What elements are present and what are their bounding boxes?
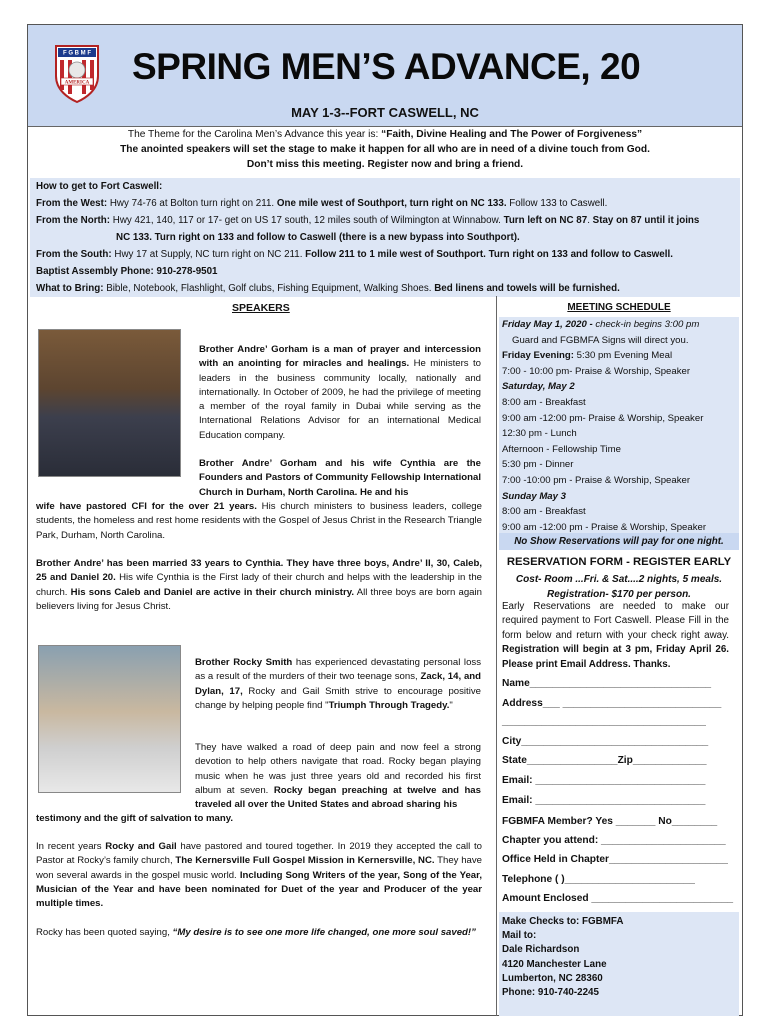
reservation-title: RESERVATION FORM - REGISTER EARLY <box>506 556 732 568</box>
schedule-item: 7:00 - 10:00 pm- Praise & Worship, Speaker <box>502 365 691 377</box>
intro-block <box>28 128 742 172</box>
state-zip-field[interactable]: State________________Zip_____________ <box>502 755 707 766</box>
no-show-note: No Show Reservations will pay for one night. <box>499 533 739 550</box>
mail-street: 4120 Manchester Lane <box>502 958 607 970</box>
column-divider <box>496 296 497 1016</box>
smith-bio-2: They have walked a road of deep pain and now feel a strong devotion to help others navigate that road. Rocky began playing music when he was just three years old and recorded his first album at seven. Rocky began preaching at twelve and has traveled all over the United States and abroad sharing his <box>195 742 481 811</box>
chapter-field[interactable]: Chapter you attend: ______________________ <box>502 835 726 846</box>
directions-south: From the South: Hwy 17 at Supply, NC turn right on NC 211. Follow 211 to 1 mile west of Southport. Turn right on 133 and follow to Caswell. <box>36 249 673 260</box>
name-field[interactable]: Name________________________________ <box>502 678 712 689</box>
schedule-item: 7:00 -10:00 pm - Praise & Worship, Speaker <box>502 474 691 486</box>
smith-bio-2b: testimony and the gift of salvation to many. <box>36 813 234 824</box>
mail-name: Dale Richardson <box>502 944 580 956</box>
schedule-item: 8:00 am - Breakfast <box>502 506 586 518</box>
event-date-location: MAY 1-3--FORT CASWELL, NC <box>291 105 479 120</box>
checks-payable: Make Checks to: FGBMFA <box>502 916 624 927</box>
member-field[interactable]: FGBMFA Member? Yes _______ No________ <box>502 816 718 827</box>
schedule-list <box>499 317 739 535</box>
schedule-item: 5:30 pm - Dinner <box>502 459 574 471</box>
smith-bio-1: Brother Rocky Smith has experienced devastating personal loss as a result of the murders of their two teenage sons, Zack, 14, and Dylan, 17, Rocky and Gail Smith strive to encourage positive change by helping people find "Triumph Through Tragedy." <box>195 657 481 711</box>
email-field-2[interactable]: Email: ______________________________ <box>502 795 706 806</box>
gorham-bio-2: Brother Andre’ Gorham and his wife Cynthia are the Founders and Pastors of Community Fellowship International Church in Durham, North Carolina. He and his <box>199 458 481 498</box>
cost-line: Cost- Room ...Fri. & Sat....2 nights, 5 meals. <box>515 574 723 585</box>
schedule-item: Friday May 1, 2020 - check-in begins 3:00 pm <box>502 319 700 330</box>
email-field-1[interactable]: Email: ______________________________ <box>502 775 706 786</box>
city-field[interactable]: City_________________________________ <box>502 736 709 747</box>
smith-quote: Rocky has been quoted saying, “My desire is to see one more life changed, one more soul saved!” <box>36 927 476 938</box>
page-title: SPRING MEN’S ADVANCE, 20 <box>132 46 641 87</box>
registration-line: Registration- $170 per person. <box>547 589 691 600</box>
schedule-item: Afternoon - Fellowship Time <box>502 443 621 455</box>
theme-text: “Faith, Divine Healing and The Power of Forgiveness” <box>381 129 643 140</box>
gorham-photo <box>38 329 181 477</box>
theme-label: The Theme for the Carolina Men’s Advance this year is: <box>127 129 382 140</box>
register-line: Don’t miss this meeting. Register now and bring a friend. <box>246 158 524 170</box>
address-field[interactable]: Address___ ____________________________ <box>502 698 722 709</box>
schedule-item: Saturday, May 2 <box>502 381 575 393</box>
directions-north: From the North: Hwy 421, 140, 117 or 17- get on US 17 south, 12 miles south of Wilmington at Winnabow. Turn left on NC 87. Stay on 87 until it joins <box>36 215 700 226</box>
baptist-phone: Baptist Assembly Phone: 910-278-9501 <box>36 266 218 277</box>
svg-text:AMERICA: AMERICA <box>64 80 90 86</box>
directions-west: From the West: Hwy 74-76 at Bolton turn right on 211. One mile west of Southport, turn right on NC 133. Follow 133 to Caswell. <box>36 198 608 209</box>
address-field-2[interactable]: ____________________________________ <box>502 716 706 727</box>
mail-to-label: Mail to: <box>502 930 537 942</box>
schedule-item: 9:00 am -12:00 pm - Praise & Worship, Speaker <box>502 521 707 533</box>
schedule-item: 8:00 am - Breakfast <box>502 396 586 408</box>
fgbmf-logo <box>52 42 102 104</box>
reservation-cost <box>499 572 739 602</box>
schedule-item: 12:30 pm - Lunch <box>502 428 577 440</box>
mail-phone: Phone: 910-740-2245 <box>502 987 599 999</box>
smith-bio-3: In recent years Rocky and Gail have pastored and toured together. In 2019 they accepted the call to Pastor at Rocky’s family church, The Kernersville Full Gospel Mission in Kernersville, NC. They have won several awards in the gospel music world. Including Song Writers of the year, Song of the Year, Musician of the Year and have been nominated for Duet of the year and Producer of the year multiple times. <box>36 841 483 910</box>
speakers-heading: SPEAKERS <box>232 302 290 314</box>
reservation-body: Early Reservations are needed to make our required payment to Fort Caswell. Please Fill in the form below and return with your check right away. Registration will begin at 3 pm, Friday April 26. Please print Email Address. Thanks. <box>502 601 729 670</box>
schedule-item: 9:00 am -12:00 pm- Praise & Worship, Speaker <box>502 412 704 424</box>
anointed-line: The anointed speakers will set the stage to make it happen for all who are in need of a divine touch from God. <box>120 143 650 155</box>
amount-field[interactable]: Amount Enclosed _________________________ <box>502 893 734 904</box>
schedule-title: MEETING SCHEDULE <box>567 302 671 313</box>
mailing-info <box>499 912 739 1016</box>
schedule-item: Friday Evening: 5:30 pm Evening Meal <box>502 350 673 362</box>
telephone-field[interactable]: Telephone ( )_______________________ <box>502 874 695 885</box>
gorham-bio-3: Brother Andre’ has been married 33 years to Cynthia. They have three boys, Andre’ II, 30, Caleb, 25 and Daniel 20. His wife Cynthia is the First lady of their church and helps with the leadership in the church. His sons Caleb and Daniel are active in their church ministry. All three boys are born again believers living for Jesus Christ. <box>36 558 482 612</box>
what-to-bring: What to Bring: Bible, Notebook, Flashlight, Golf clubs, Fishing Equipment, Walking Shoes. Bed linens and towels will be furnished. <box>36 283 620 294</box>
office-field[interactable]: Office Held in Chapter_____________________ <box>502 854 728 865</box>
schedule-item: Sunday May 3 <box>502 490 566 502</box>
smith-photo <box>38 645 181 793</box>
gorham-bio-2b: wife have pastored CFI for the over 21 years. His church ministers to business leaders, college students, the homeless and rest home residents with the Gospel of Jesus Christ in the Research Triangle Park, Durham, North Carolina. <box>36 501 482 541</box>
mail-city: Lumberton, NC 28360 <box>502 972 603 984</box>
directions-north-cont: NC 133. Turn right on 133 and follow to Caswell (there is a new bypass into Southport). <box>116 232 520 243</box>
schedule-item: Guard and FGBMFA Signs will direct you. <box>512 334 689 346</box>
directions-heading: How to get to Fort Caswell: <box>36 181 163 192</box>
gorham-bio-1: Brother Andre’ Gorham is a man of prayer and intercession with an anointing for miracles and healings. He ministers to leaders in the business community locally, nationally and internationally. In October of 2009, he had the privilege of meeting a member of the royal family in Dubai while serving as the International Relations Advisor for an international Medical Education company. <box>199 344 481 441</box>
svg-text:F G B M F: F G B M F <box>63 50 91 57</box>
directions-block <box>30 178 740 297</box>
theme-line <box>28 128 742 143</box>
